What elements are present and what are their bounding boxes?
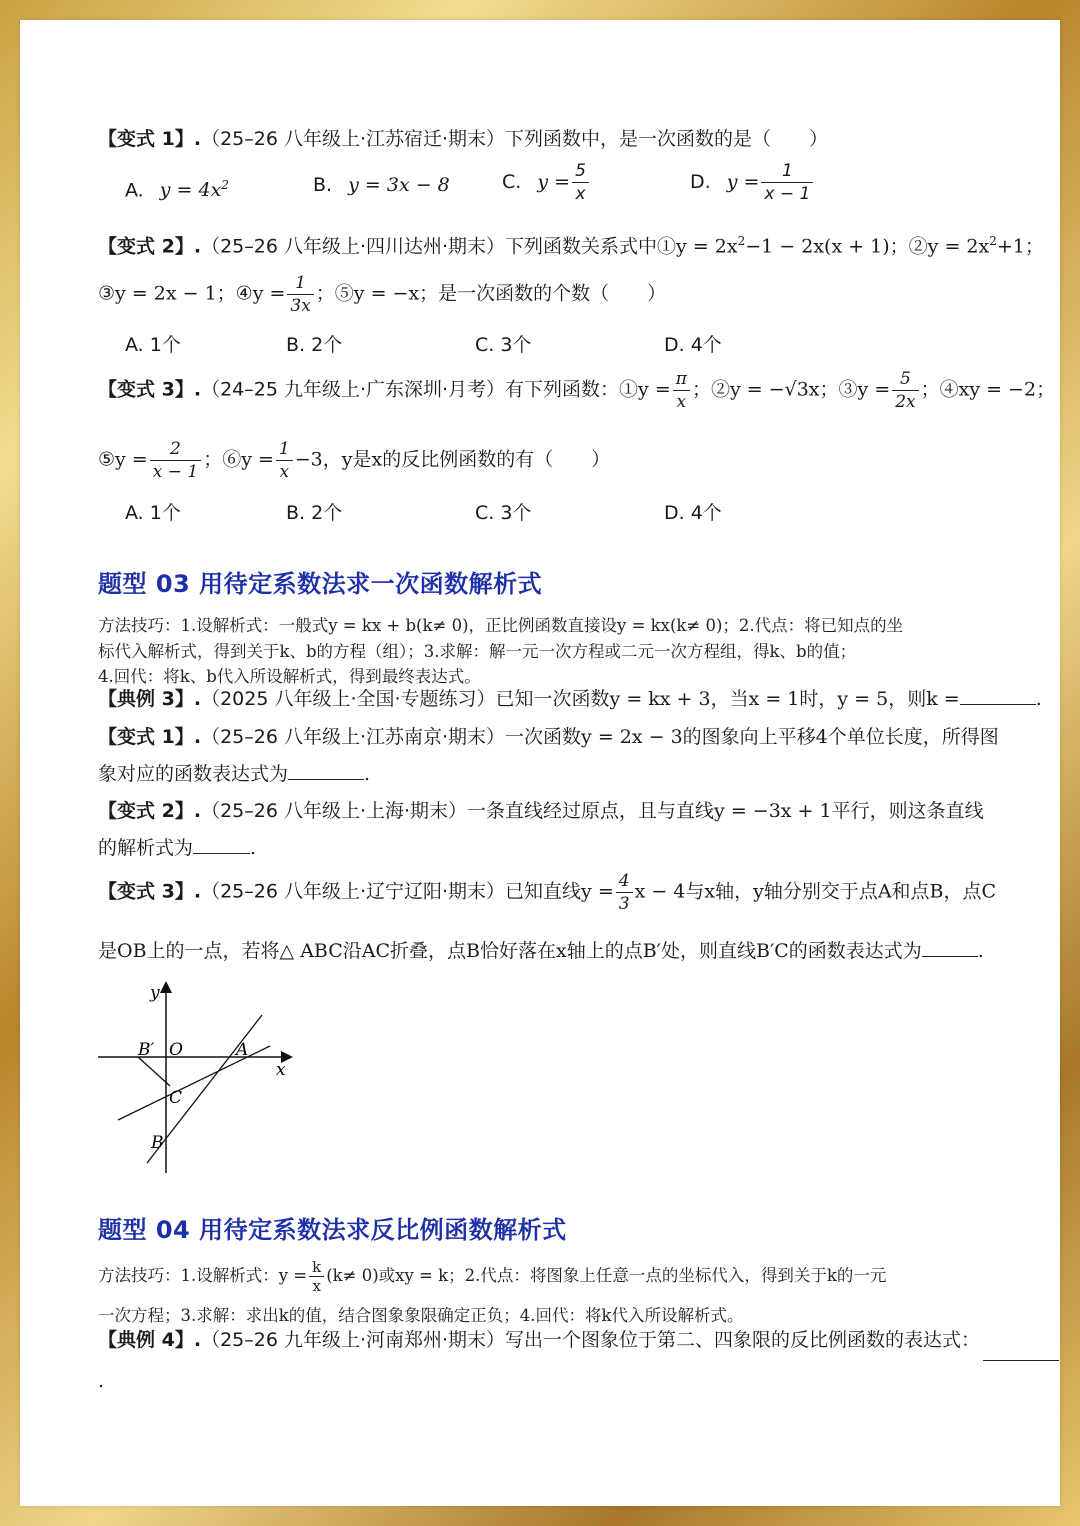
variant-2-line2 xyxy=(98,835,256,861)
question-variant-3-line2 xyxy=(98,438,610,483)
fraction: $\frac{5}{2x}$ xyxy=(892,368,918,413)
variant-3 xyxy=(98,870,996,915)
question-text: 下列函数中，是一次函数的是（ ） xyxy=(505,128,829,150)
variant-3-line2 xyxy=(98,938,984,964)
variant-1-line2 xyxy=(98,761,370,787)
punct: . xyxy=(364,763,371,785)
fraction: $\frac{1}{x - 1}$ xyxy=(761,160,813,205)
option-c: C. 3个 xyxy=(475,502,532,524)
option-expr: y = 4x xyxy=(159,179,222,202)
line-bprime-c xyxy=(138,1057,170,1086)
option-label: D. xyxy=(690,171,711,193)
question-source: （24–25 九年级上·广东深圳·月考） xyxy=(201,378,506,401)
question-text: ③y = 2x − 1；④y = xyxy=(98,282,286,305)
option-d xyxy=(690,160,815,205)
question-text: 下列函数关系式中①y = 2x xyxy=(505,235,738,258)
example-4 xyxy=(98,1327,980,1353)
question-text: ；②y = −√3x；③y = xyxy=(691,378,891,401)
example-4-end: . xyxy=(98,1370,105,1392)
question-variant-2 xyxy=(98,228,1044,259)
fraction: $\frac{1}{3x}$ xyxy=(287,272,313,317)
answer-blank[interactable] xyxy=(193,835,250,854)
variant-2 xyxy=(98,798,984,824)
label-b: B xyxy=(151,1133,164,1153)
question-source: （2025 八年级上·全国·专题练习） xyxy=(201,688,496,710)
variant-1 xyxy=(98,724,999,750)
question-text: −1 − 2x(x + 1)；②y = 2x xyxy=(745,235,990,258)
answer-blank[interactable] xyxy=(983,1342,1059,1361)
question-variant-2-line2 xyxy=(98,272,666,317)
fraction: $\frac{5}{x}$ xyxy=(572,160,589,205)
option-a: A. 1个 xyxy=(125,334,181,356)
question-tag: 【变式 2】. xyxy=(98,235,202,258)
question-variant-1 xyxy=(98,126,828,152)
question-text: ；⑥y = xyxy=(203,448,274,471)
question-text: +1； xyxy=(996,235,1044,258)
question-source: （25–26 八年级上·江苏南京·期末） xyxy=(201,726,506,748)
option-b: B. 2个 xyxy=(286,334,343,356)
section-heading: 题型 03 用待定系数法求一次函数解析式 xyxy=(98,570,543,598)
question-tag: 【变式 2】. xyxy=(98,800,202,822)
question-source: （25–26 九年级上·河南郑州·期末） xyxy=(201,1329,506,1351)
fraction: $\frac{4}{3}$ xyxy=(616,870,633,915)
punct: . xyxy=(977,940,984,962)
question-tag: 【变式 3】. xyxy=(98,378,202,401)
option-a xyxy=(125,172,229,203)
method-tips: 方法技巧：1.设解析式：一般式y = kx + b(k≠ 0)，正比例函数直接设y = kx(k≠ 0)；2.代点：将已知点的坐 xyxy=(98,616,904,635)
exponent: 2 xyxy=(221,178,229,192)
section-heading: 题型 04 用待定系数法求反比例函数解析式 xyxy=(98,1216,567,1244)
option-a: A. 1个 xyxy=(125,502,181,524)
option-d: D. 4个 xyxy=(664,502,722,524)
question-tag: 【典例 4】. xyxy=(98,1329,202,1351)
method-tips xyxy=(98,1258,886,1295)
option-c: C. 3个 xyxy=(475,334,532,356)
punct: . xyxy=(250,837,257,859)
question-variant-3 xyxy=(98,368,1055,413)
method-text: 方法技巧：1.设解析式：y = xyxy=(98,1266,308,1285)
label-x: x xyxy=(276,1060,286,1080)
question-source: （25–26 八年级上·四川达州·期末） xyxy=(201,235,506,258)
question-source: （25–26 八年级上·上海·期末） xyxy=(201,800,468,822)
line-ab xyxy=(147,1015,262,1163)
example-3 xyxy=(98,686,1042,712)
fraction: $\frac{k}{x}$ xyxy=(309,1258,324,1295)
worksheet-page xyxy=(20,20,1060,1506)
option-c xyxy=(502,160,591,205)
question-text: 已知直线y = xyxy=(505,880,614,903)
question-tag: 【典例 3】. xyxy=(98,688,202,710)
question-tag: 【变式 3】. xyxy=(98,880,202,903)
question-text: 写出一个图象位于第二、四象限的反比例函数的表达式： xyxy=(505,1329,981,1351)
question-text: ；④xy = −2； xyxy=(920,378,1056,401)
answer-blank[interactable] xyxy=(960,686,1036,705)
question-text: ⑤y = xyxy=(98,448,148,471)
question-text: 一次函数y = 2x − 3的图象向上平移4个单位长度，所得图 xyxy=(505,726,999,748)
option-label: A. xyxy=(125,179,144,202)
method-text: (k≠ 0)或xy = k；2.代点：将图象上任意一点的坐标代入，得到关于k的一元 xyxy=(326,1266,887,1285)
label-c: C xyxy=(169,1088,183,1108)
option-b xyxy=(313,172,450,198)
question-tag: 【变式 1】. xyxy=(98,128,202,150)
question-text: 已知一次函数y = kx + 3，当x = 1时，y = 5，则k = xyxy=(495,688,960,710)
option-label: B. xyxy=(313,174,333,196)
method-tips-line2: 一次方程；3.求解：求出k的值，结合图象象限确定正负；4.回代：将k代入所设解析式。 xyxy=(98,1306,744,1325)
punct: . xyxy=(1035,688,1042,710)
method-tips-line3: 4.回代：将k、b代入所设解析式，得到最终表达式。 xyxy=(98,667,481,686)
label-bprime: B′ xyxy=(138,1040,155,1060)
answer-blank[interactable] xyxy=(922,938,978,957)
fraction: $\frac{1}{x}$ xyxy=(276,438,293,483)
question-text: 有下列函数：①y = xyxy=(505,378,671,401)
question-tag: 【变式 1】. xyxy=(98,726,202,748)
option-expr: y = 3x − 8 xyxy=(348,174,450,196)
question-text: −3，y是x的反比例函数的有（ ） xyxy=(294,448,611,471)
label-o: O xyxy=(169,1040,183,1060)
label-a: A xyxy=(236,1040,249,1060)
question-text: 象对应的函数表达式为 xyxy=(98,763,289,785)
option-d: D. 4个 xyxy=(664,334,722,356)
exponent: 2 xyxy=(737,234,746,248)
answer-blank[interactable] xyxy=(288,761,364,780)
option-label: C. xyxy=(502,171,522,193)
question-text: 的解析式为 xyxy=(98,837,194,859)
question-text: 一条直线经过原点，且与直线y = −3x + 1平行，则这条直线 xyxy=(467,800,984,822)
option-b: B. 2个 xyxy=(286,502,343,524)
method-tips-line2: 标代入解析式，得到关于k、b的方程（组）；3.求解：解一元一次方程或二元一次方程组，得k、b的值； xyxy=(98,642,857,661)
geometry-figure xyxy=(90,978,320,1178)
option-expr: y = xyxy=(537,171,571,193)
label-y: y xyxy=(150,983,160,1003)
question-source: （25–26 八年级上·江苏宿迁·期末） xyxy=(201,128,506,150)
question-text: x − 4与x轴，y轴分别交于点A和点B，点C xyxy=(634,880,997,903)
question-source: （25–26 八年级上·辽宁辽阳·期末） xyxy=(201,880,506,903)
fraction: $\frac{\pi}{x}$ xyxy=(673,368,690,413)
option-expr: y = xyxy=(726,171,760,193)
exponent: 2 xyxy=(989,234,997,248)
question-text: ；⑤y = −x；是一次函数的个数（ ） xyxy=(315,282,667,305)
question-text: 是OB上的一点，若将△ ABC沿AC折叠，点B恰好落在x轴上的点B′处，则直线B′C的函数表达式为 xyxy=(98,940,922,962)
fraction: $\frac{2}{x - 1}$ xyxy=(150,438,201,483)
